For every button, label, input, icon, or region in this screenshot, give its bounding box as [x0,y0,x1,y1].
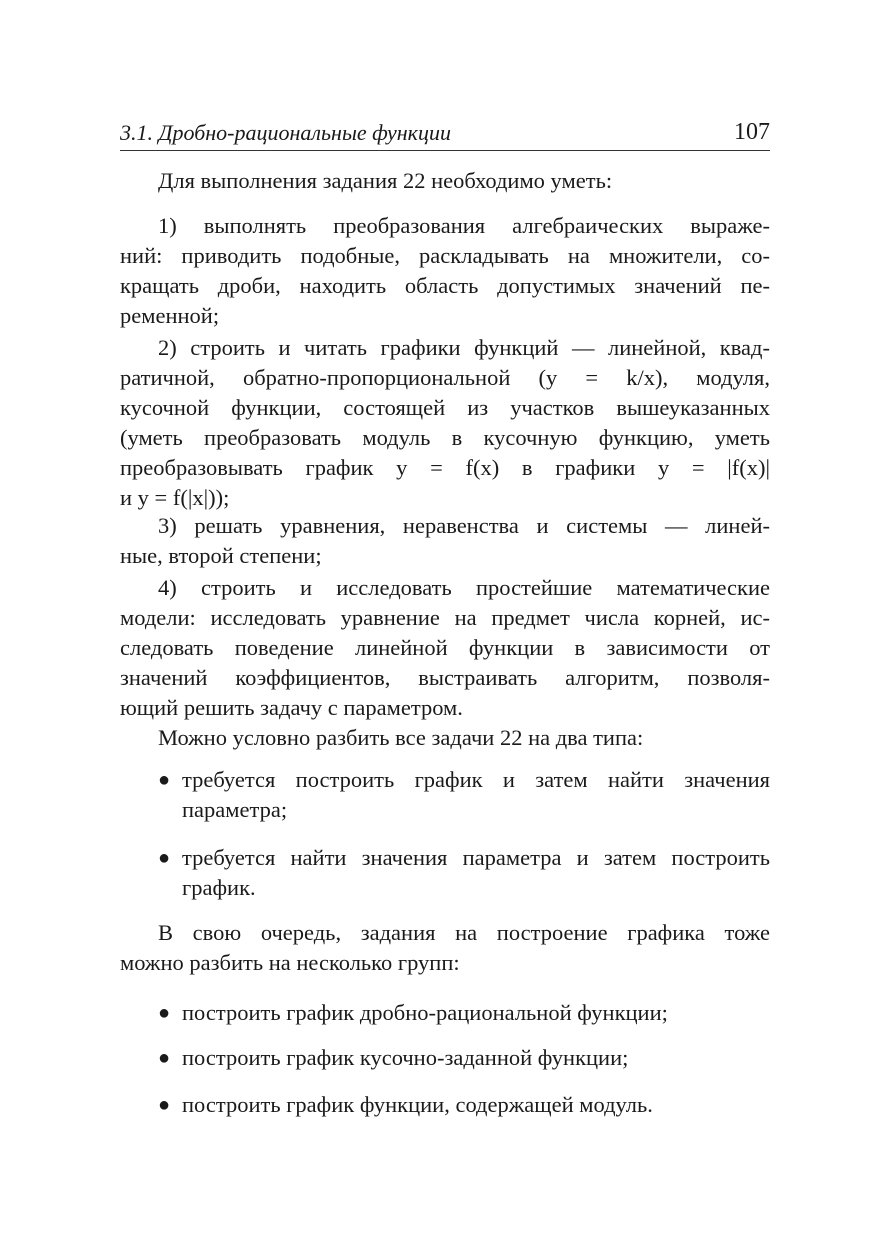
text-line: преобразовывать график y = f(x) в графики y = |f(x)| [120,455,770,480]
text-line: построить график кусочно-заданной функции; [182,1045,629,1070]
text-line: можно разбить на несколько групп: [120,950,460,975]
running-header [120,116,770,151]
text-line: ные, второй степени; [120,543,322,568]
text-line: график. [182,875,256,900]
text-line: ющий решить задачу с параметром. [120,695,463,720]
text-line: следовать поведение линейной функции в зависимости от [120,635,770,660]
bullet-icon: ● [158,847,171,869]
bullet-icon: ● [158,769,171,791]
bullet-icon: ● [158,1002,171,1024]
chapter-title: 3.1. Дробно-рациональные функции [120,120,451,145]
text-line: 3) решать уравнения, неравенства и системы — линей- [158,513,770,538]
text-line: и y = f(|x|)); [120,485,230,510]
text-line: ратичной, обратно-пропорциональной (y = k/x), модуля, [120,365,770,390]
page-number: 107 [734,119,770,145]
text-line: параметра; [182,797,288,822]
text-line: В свою очередь, задания на построение графика тоже [158,920,770,945]
text-line: Для выполнения задания 22 необходимо уметь: [158,168,613,193]
text-line: значений коэффициентов, выстраивать алгоритм, позволя- [120,665,770,690]
text-line: ний: приводить подобные, раскладывать на множители, со- [120,243,770,268]
text-line: 2) строить и читать графики функций — линейной, квад- [158,335,770,360]
text-line: ременной; [120,303,220,328]
text-line: модели: исследовать уравнение на предмет числа корней, ис- [120,605,770,630]
text-line: 4) строить и исследовать простейшие математические [158,575,770,600]
text-line: (уметь преобразовать модуль в кусочную функцию, уметь [120,425,770,450]
text-line: требуется построить график и затем найти значения [182,767,770,792]
text-line: кусочной функции, состоящей из участков вышеуказанных [120,395,770,420]
text-line: требуется найти значения параметра и затем построить [182,845,770,870]
text-line: построить график функции, содержащей модуль. [182,1092,653,1117]
text-line: Можно условно разбить все задачи 22 на два типа: [158,725,644,750]
text-line: построить график дробно-рациональной функции; [182,1000,668,1025]
bullet-icon: ● [158,1047,171,1069]
bullet-icon: ● [158,1094,171,1116]
text-line: 1) выполнять преобразования алгебраических выраже- [158,213,770,238]
text-line: кращать дроби, находить область допустимых значений пе- [120,273,770,298]
